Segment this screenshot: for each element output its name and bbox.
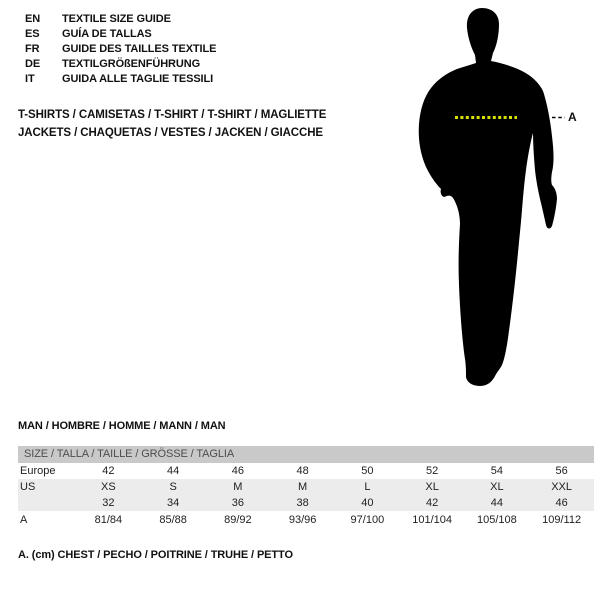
language-label: GUIDA ALLE TAGLIE TESSILI — [62, 73, 214, 85]
language-code: FR — [25, 43, 40, 55]
size-cell: 50 — [361, 465, 374, 477]
size-cell: 52 — [426, 465, 439, 477]
size-cell: 89/92 — [224, 514, 252, 526]
size-cell: XL — [425, 481, 439, 493]
language-code: IT — [25, 73, 35, 85]
size-cell: 105/108 — [476, 514, 517, 526]
language-code: EN — [25, 13, 41, 25]
language-row — [25, 42, 216, 57]
size-table-row — [18, 511, 594, 529]
row-label: Europe — [20, 465, 56, 477]
size-cell: XL — [490, 481, 504, 493]
language-list — [25, 12, 216, 87]
row-label: A — [20, 514, 28, 526]
size-cell: M — [233, 481, 243, 493]
size-cell: 56 — [555, 465, 568, 477]
size-table-header: SIZE / TALLA / TAILLE / GRÖSSE / TAGLIA — [18, 446, 594, 463]
size-table-row — [18, 479, 594, 495]
measurement-footnote: A. (cm) CHEST / PECHO / POITRINE / TRUHE / PETTO — [18, 549, 293, 561]
size-cell: 42 — [426, 497, 439, 509]
size-cell: 109/112 — [542, 514, 582, 526]
size-cell: 97/100 — [350, 514, 385, 526]
size-table-row — [18, 495, 594, 511]
language-row — [25, 27, 216, 42]
size-cell: XXL — [551, 481, 573, 493]
size-cell: 48 — [296, 465, 309, 477]
size-cell: 34 — [167, 497, 180, 509]
male-silhouette-figure — [400, 0, 600, 420]
row-label — [18, 495, 76, 511]
section-title-man: MAN / HOMBRE / HOMME / MANN / MAN — [18, 420, 226, 432]
language-row — [25, 72, 216, 87]
category-lines — [18, 106, 326, 142]
size-table — [18, 446, 594, 529]
language-code: DE — [25, 58, 41, 70]
row-label: US — [20, 481, 36, 493]
size-cell: 81/84 — [94, 514, 123, 526]
category-line-tshirts: T-SHIRTS / CAMISETAS / T-SHIRT / T-SHIRT / MAGLIETTE — [18, 109, 327, 121]
size-cell: 44 — [490, 497, 503, 509]
size-cell: 101/104 — [412, 514, 452, 526]
size-cell: 85/88 — [159, 514, 187, 526]
language-label: TEXTILE SIZE GUIDE — [62, 13, 171, 25]
size-cell: S — [169, 481, 177, 493]
size-cell: 36 — [231, 497, 244, 509]
language-row — [25, 57, 216, 72]
size-cell: 93/96 — [288, 514, 317, 526]
measure-label-a: A — [568, 110, 577, 124]
size-cell: 46 — [555, 497, 568, 509]
size-cell: 54 — [490, 465, 503, 477]
figure-canvas — [400, 0, 600, 420]
size-table-row — [18, 463, 594, 479]
size-cell: L — [364, 481, 371, 493]
size-cell: 38 — [296, 497, 309, 509]
size-cell: M — [298, 481, 308, 493]
size-cell: XS — [101, 481, 116, 493]
size-cell: 42 — [102, 465, 115, 477]
language-label: TEXTILGRÖßENFÜHRUNG — [62, 58, 201, 70]
size-cell: 46 — [231, 465, 244, 477]
size-cell: 40 — [361, 497, 374, 509]
man-silhouette — [419, 8, 557, 386]
language-code: ES — [25, 28, 40, 40]
size-cell: 32 — [102, 497, 115, 509]
size-cell: 44 — [167, 465, 180, 477]
size-table-body — [18, 463, 594, 529]
language-label: GUÍA DE TALLAS — [62, 28, 152, 40]
category-line-jackets: JACKETS / CHAQUETAS / VESTES / JACKEN / GIACCHE — [18, 127, 323, 139]
language-row — [25, 12, 216, 27]
language-label: GUIDE DES TAILLES TEXTILE — [62, 43, 217, 55]
